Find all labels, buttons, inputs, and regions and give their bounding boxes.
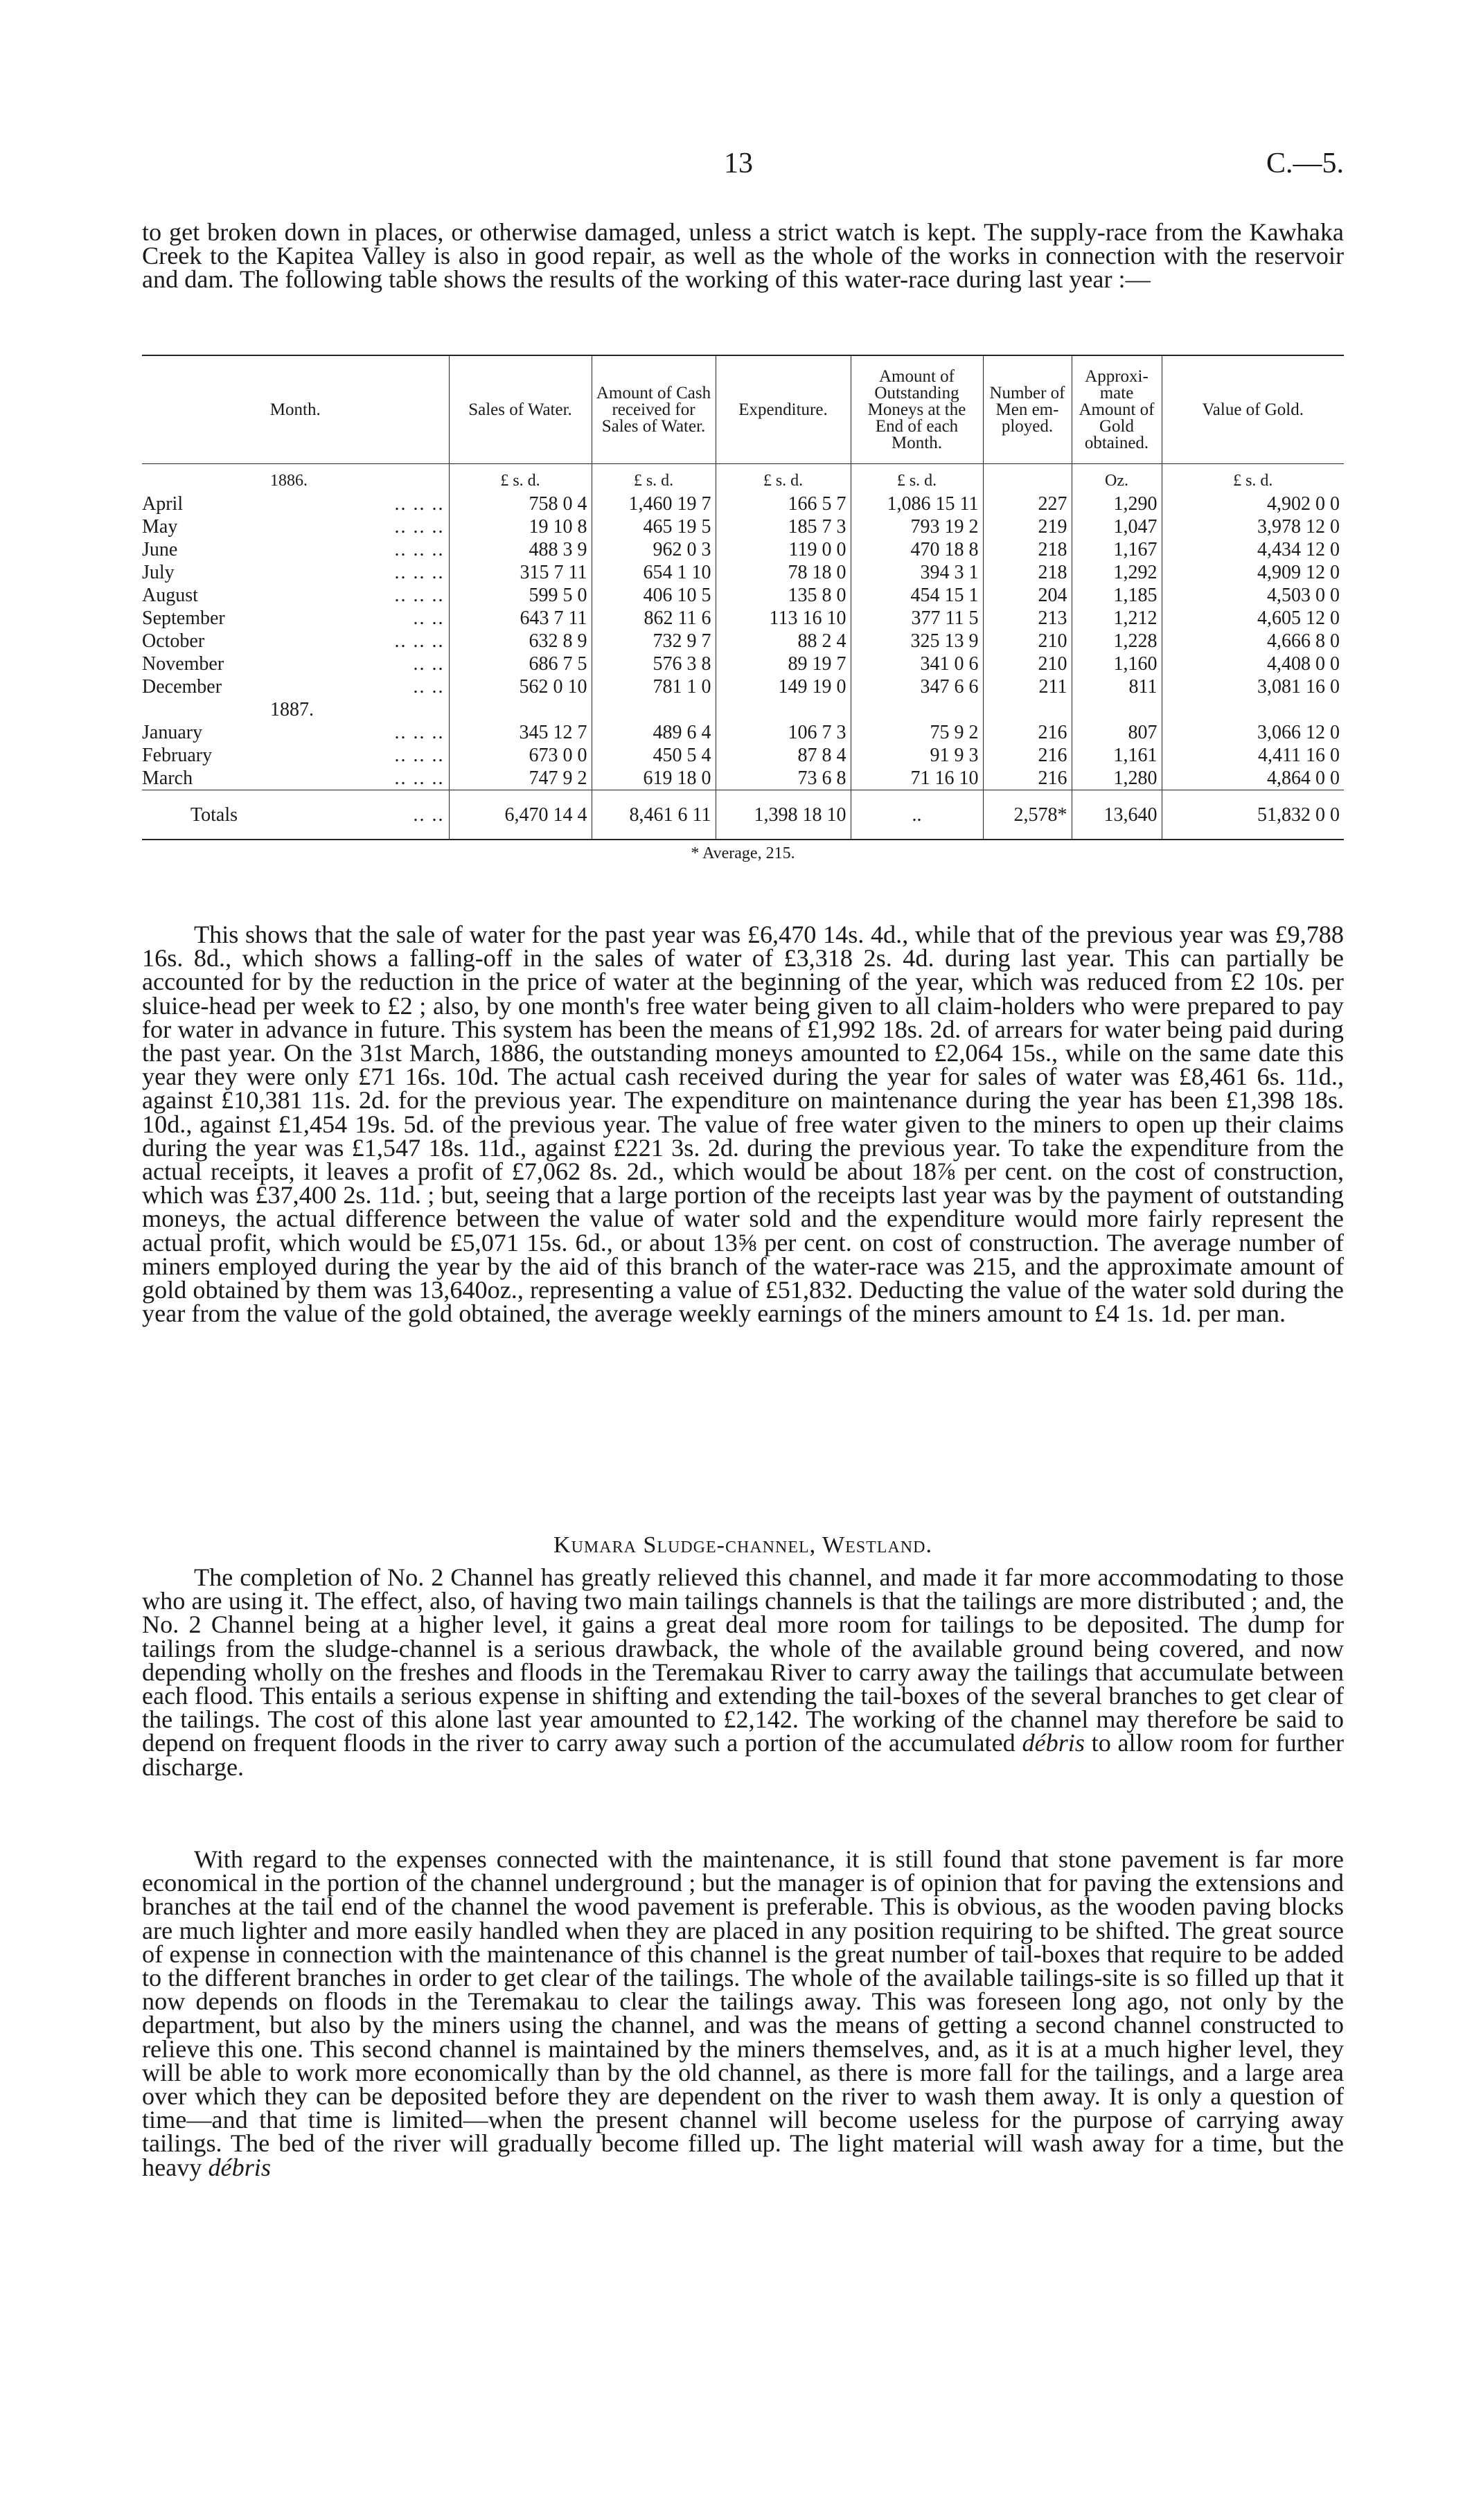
leader-dots: .. ..: [413, 676, 445, 698]
sales-cell: 6,470 14 4: [449, 790, 592, 840]
exp-cell: 106 7 3: [716, 721, 851, 744]
men-cell: 211: [983, 675, 1072, 698]
month-cell: [142, 744, 449, 767]
leader-dots: .. .. ..: [394, 516, 445, 538]
out-cell: ..: [851, 790, 983, 840]
month-label: September: [142, 607, 225, 629]
table-footnote: * Average, 215.: [691, 844, 795, 862]
paragraph-text: With regard to the expenses connected with the maintenance, it is still found that stone pavement is far more economical in the portion of the channel underground ; but the manager is of opinion that for paving the extensions and branches at the tail end of the channel the wood pavement is preferable. This is obvious, as the wooden paving blocks are much lighter and more easily handled when they are placed in any position requiring to be shifted. The great source of expense in connection with the maintenance of this channel is the great number of tail-boxes that require to be added to the different branches in order to get clear of the tailings. The whole of the available tailings-site is so filled up that it now depends on floods in the Teremakau to clear the tailings away. This was foreseen long ago, not only by the department, but also by the miners using the channel, and was the means of getting a second channel constructed to relieve this one. This second channel is maintained by the miners themselves, and, as it is at a much higher level, they will be able to work more economically than by the old channel, as there is more fall for the tailings, and a large area over which they can be deposited before they are dependent on the river to wash them away. It is only a question of time—and that time is limited—when the present channel will become useless for the purpose of carrying away tailings. The bed of the river will gradually become filled up. The light material will wash away for a time, but the heavy: [142, 1845, 1344, 2181]
gold-cell: 807: [1072, 721, 1162, 744]
month-cell: [142, 538, 449, 561]
exp-cell: 113 16 10: [716, 607, 851, 630]
men-cell: 213: [983, 607, 1072, 630]
empty-cell: [592, 698, 716, 721]
sales-cell: 562 0 10: [449, 675, 592, 698]
col-header: Number of Men em-ployed.: [983, 355, 1072, 464]
month-cell: [142, 607, 449, 630]
cash-cell: 781 1 0: [592, 675, 716, 698]
unit-label: £ s. d.: [851, 464, 983, 493]
value-cell: 3,066 12 0: [1162, 721, 1344, 744]
leader-dots: .. ..: [413, 607, 445, 629]
exp-cell: 135 8 0: [716, 584, 851, 607]
maintenance-paragraph: [142, 1847, 1344, 2179]
value-cell: 3,978 12 0: [1162, 515, 1344, 538]
empty-cell: [716, 698, 851, 721]
exp-cell: 87 8 4: [716, 744, 851, 767]
month-cell: [142, 790, 449, 840]
month-cell: [142, 493, 449, 515]
sales-cell: 488 3 9: [449, 538, 592, 561]
exp-cell: 73 6 8: [716, 767, 851, 790]
men-cell: 216: [983, 721, 1072, 744]
exp-cell: 78 18 0: [716, 561, 851, 584]
value-cell: 3,081 16 0: [1162, 675, 1344, 698]
leader-dots: .. .. ..: [394, 585, 445, 606]
col-header: Expenditure.: [716, 355, 851, 464]
sales-cell: 19 10 8: [449, 515, 592, 538]
value-cell: 51,832 0 0: [1162, 790, 1344, 840]
cash-cell: 8,461 6 11: [592, 790, 716, 840]
gold-cell: 1,167: [1072, 538, 1162, 561]
paragraph-text: to allow room for further discharge.: [142, 1729, 1345, 1781]
cash-cell: 450 5 4: [592, 744, 716, 767]
men-cell: 2,578*: [983, 790, 1072, 840]
month-label: May: [142, 516, 178, 538]
gold-cell: 1,290: [1072, 493, 1162, 515]
table-row: [142, 630, 1344, 653]
intro-paragraph: to get broken down in places, or otherwise damaged, unless a strict watch is kept. The supply-race from the Kawhaka Creek to the Kapitea Valley is also in good repair, as well as the whole of the works in connection with the reservoir and dam. The following table shows the results of the working of this water-race during last year :—: [142, 218, 1344, 294]
units-row: [142, 464, 1344, 493]
empty-cell: [449, 698, 592, 721]
year-label: 1886.: [270, 472, 308, 490]
gold-cell: 13,640: [1072, 790, 1162, 840]
out-cell: 394 3 1: [851, 561, 983, 584]
value-cell: 4,666 8 0: [1162, 630, 1344, 653]
gold-cell: 1,280: [1072, 767, 1162, 790]
out-cell: 91 9 3: [851, 744, 983, 767]
out-cell: 454 15 1: [851, 584, 983, 607]
col-header: Sales of Water.: [449, 355, 592, 464]
value-cell: 4,434 12 0: [1162, 538, 1344, 561]
month-label: March: [142, 767, 193, 789]
month-label: January: [142, 722, 203, 743]
men-cell: 218: [983, 538, 1072, 561]
table-row: [142, 584, 1344, 607]
sales-cell: 758 0 4: [449, 493, 592, 515]
table-header-row: [142, 355, 1344, 464]
table-row: [142, 493, 1344, 515]
gold-cell: 1,212: [1072, 607, 1162, 630]
italic-term: débris: [208, 2153, 271, 2181]
men-cell: 218: [983, 561, 1072, 584]
leader-dots: .. .. ..: [394, 630, 445, 652]
gold-cell: 1,161: [1072, 744, 1162, 767]
sales-cell: 673 0 0: [449, 744, 592, 767]
sales-cell: 686 7 5: [449, 653, 592, 675]
unit-label: Oz.: [1072, 464, 1162, 493]
men-cell: 204: [983, 584, 1072, 607]
sales-cell: 599 5 0: [449, 584, 592, 607]
month-label: December: [142, 676, 222, 698]
gold-cell: 1,185: [1072, 584, 1162, 607]
sales-cell: 315 7 11: [449, 561, 592, 584]
italic-term: débris: [1022, 1729, 1085, 1757]
month-cell: [142, 561, 449, 584]
col-header: Month.: [142, 355, 449, 464]
cash-cell: 489 6 4: [592, 721, 716, 744]
out-cell: 347 6 6: [851, 675, 983, 698]
table-row: [142, 515, 1344, 538]
sales-cell: 643 7 11: [449, 607, 592, 630]
value-cell: 4,864 0 0: [1162, 767, 1344, 790]
gold-cell: 1,228: [1072, 630, 1162, 653]
men-cell: 227: [983, 493, 1072, 515]
men-cell: 219: [983, 515, 1072, 538]
out-cell: 341 0 6: [851, 653, 983, 675]
month-cell: [142, 721, 449, 744]
leader-dots: .. .. ..: [394, 767, 445, 789]
year-label: 1887.: [270, 698, 314, 720]
page-header: [142, 147, 1344, 188]
value-cell: 4,408 0 0: [1162, 653, 1344, 675]
cash-cell: 862 11 6: [592, 607, 716, 630]
analysis-paragraph: This shows that the sale of water for the past year was £6,470 14s. 4d., while that of the previous year was £9,788 16s. 8d., which shows a falling-off in the sales of water of £3,318 2s. 4d. during last year. This can partially be accounted for by the reduction in the price of water at the beginning of the year, which was reduced from £2 10s. per sluice-head per week to £2 ; also, by one month's free water being given to all claim-holders who were prepared to pay for water in advance in future. This system has been the means of £1,992 18s. 2d. of arrears for water being paid during the past year. On the 31st March, 1886, the outstanding moneys amounted to £2,064 15s., while on the same date this year they were only £71 16s. 10d. The actual cash received during the year for sales of water was £8,461 6s. 11d., against £10,381 11s. 2d. for the previous year. The expenditure on maintenance during the year has been £1,398 18s. 10d., against £1,454 19s. 5d. of the previous year. The value of free water given to the miners to open up their claims during the year was £1,547 18s. 11d., against £221 3s. 2d. during the previous year. To take the expenditure from the actual receipts, it leaves a profit of £7,062 8s. 2d., which would be about 18⅞ per cent. on the cost of construction, which was £37,400 2s. 11d. ; but, seeing that a large portion of the receipts last year was by the payment of outstanding moneys, the actual difference between the value of water sold and the expenditure would more fairly represent the actual profit, which would be £5,071 15s. 6d., or about 13⅝ per cent. on cost of construction. The average number of miners employed during the year by the aid of this branch of the water-race was 215, and the approximate amount of gold obtained by them was 13,640oz., representing a value of £51,832. Deducting the value of the water sold during the year from the value of the gold obtained, the average weekly earnings of the miners amount to £4 1s. 1d. per man.: [142, 921, 1344, 1328]
cash-cell: 619 18 0: [592, 767, 716, 790]
month-label: August: [142, 585, 198, 606]
month-cell: [142, 584, 449, 607]
table-row: [142, 538, 1344, 561]
year-row: [142, 698, 1344, 721]
out-cell: 75 9 2: [851, 721, 983, 744]
out-cell: 377 11 5: [851, 607, 983, 630]
month-cell: [142, 767, 449, 790]
value-cell: 4,411 16 0: [1162, 744, 1344, 767]
water-race-table: [142, 355, 1344, 863]
col-header: Amount of Outstanding Moneys at the End of each Month.: [851, 355, 983, 464]
cash-cell: 1,460 19 7: [592, 493, 716, 515]
empty-cell: [1072, 698, 1162, 721]
document-reference: C.—5.: [1266, 148, 1344, 179]
cash-cell: 406 10 5: [592, 584, 716, 607]
gold-cell: 1,292: [1072, 561, 1162, 584]
exp-cell: 1,398 18 10: [716, 790, 851, 840]
month-cell: [142, 630, 449, 653]
out-cell: 71 16 10: [851, 767, 983, 790]
month-label: June: [142, 539, 178, 560]
men-cell: 210: [983, 653, 1072, 675]
col-header: Amount of Cash received for Sales of Water.: [592, 355, 716, 464]
month-label: November: [142, 653, 224, 675]
table-row: [142, 607, 1344, 630]
out-cell: 325 13 9: [851, 630, 983, 653]
leader-dots: .. .. ..: [394, 745, 445, 766]
month-cell: [142, 675, 449, 698]
month-cell: [142, 515, 449, 538]
leader-dots: .. ..: [413, 804, 445, 826]
table-row: [142, 744, 1344, 767]
leader-dots: .. .. ..: [394, 539, 445, 560]
col-header: Approxi-mate Amount of Gold obtained.: [1072, 355, 1162, 464]
table-row: [142, 767, 1344, 790]
sales-cell: 747 9 2: [449, 767, 592, 790]
totals-row: [142, 790, 1344, 840]
month-label: October: [142, 630, 205, 652]
men-cell: 216: [983, 767, 1072, 790]
value-cell: 4,902 0 0: [1162, 493, 1344, 515]
unit-label: £ s. d.: [592, 464, 716, 493]
men-cell: 210: [983, 630, 1072, 653]
sales-cell: 345 12 7: [449, 721, 592, 744]
page-number: 13: [724, 148, 753, 179]
paragraph-text: The completion of No. 2 Channel has greatly relieved this channel, and made it far more accommodating to those who are using it. The effect, also, of having two main tailings channels is that the tailings are more distributed ; and, the No. 2 Channel being at a higher level, it gains a great deal more room for tailings to be deposited. The dump for tailings from the sludge-channel is a serious drawback, the whole of the available ground being covered, and now depending wholly on the freshes and floods in the Teremakau River to carry away the tailings that accumulate between each flood. This entails a serious expense in shifting and extending the tail-boxes of the several branches to get clear of the tailings. The cost of this alone last year amounted to £2,142. The working of the channel may therefore be said to depend on frequent floods in the river to carry away such a portion of the accumulated: [142, 1563, 1344, 1757]
value-cell: 4,605 12 0: [1162, 607, 1344, 630]
month-label: February: [142, 745, 213, 766]
leader-dots: .. .. ..: [394, 562, 445, 583]
cash-cell: 654 1 10: [592, 561, 716, 584]
cash-cell: 962 0 3: [592, 538, 716, 561]
cash-cell: 732 9 7: [592, 630, 716, 653]
exp-cell: 149 19 0: [716, 675, 851, 698]
cash-cell: 465 19 5: [592, 515, 716, 538]
month-cell: [142, 653, 449, 675]
cash-cell: 576 3 8: [592, 653, 716, 675]
unit-label: £ s. d.: [449, 464, 592, 493]
sales-cell: 632 8 9: [449, 630, 592, 653]
month-label: July: [142, 562, 175, 583]
out-cell: 1,086 15 11: [851, 493, 983, 515]
empty-cell: [1162, 698, 1344, 721]
unit-label: [983, 464, 1072, 493]
empty-cell: [983, 698, 1072, 721]
leader-dots: .. .. ..: [394, 722, 445, 743]
unit-label: £ s. d.: [1162, 464, 1344, 493]
empty-cell: [851, 698, 983, 721]
men-cell: 216: [983, 744, 1072, 767]
unit-label: £ s. d.: [716, 464, 851, 493]
table-row: [142, 721, 1344, 744]
value-cell: 4,909 12 0: [1162, 561, 1344, 584]
table-row: [142, 675, 1344, 698]
exp-cell: 119 0 0: [716, 538, 851, 561]
gold-cell: 1,160: [1072, 653, 1162, 675]
table-row: [142, 653, 1344, 675]
section-heading: Kumara Sludge-channel, Westland.: [553, 1532, 932, 1558]
out-cell: 470 18 8: [851, 538, 983, 561]
leader-dots: .. .. ..: [394, 493, 445, 515]
table-row: [142, 561, 1344, 584]
leader-dots: .. ..: [413, 653, 445, 675]
exp-cell: 166 5 7: [716, 493, 851, 515]
exp-cell: 88 2 4: [716, 630, 851, 653]
exp-cell: 185 7 3: [716, 515, 851, 538]
month-label: Totals: [190, 804, 238, 826]
gold-cell: 811: [1072, 675, 1162, 698]
out-cell: 793 19 2: [851, 515, 983, 538]
value-cell: 4,503 0 0: [1162, 584, 1344, 607]
exp-cell: 89 19 7: [716, 653, 851, 675]
month-label: April: [142, 493, 184, 515]
gold-cell: 1,047: [1072, 515, 1162, 538]
sludge-channel-paragraph: [142, 1565, 1344, 1779]
col-header: Value of Gold.: [1162, 355, 1344, 464]
